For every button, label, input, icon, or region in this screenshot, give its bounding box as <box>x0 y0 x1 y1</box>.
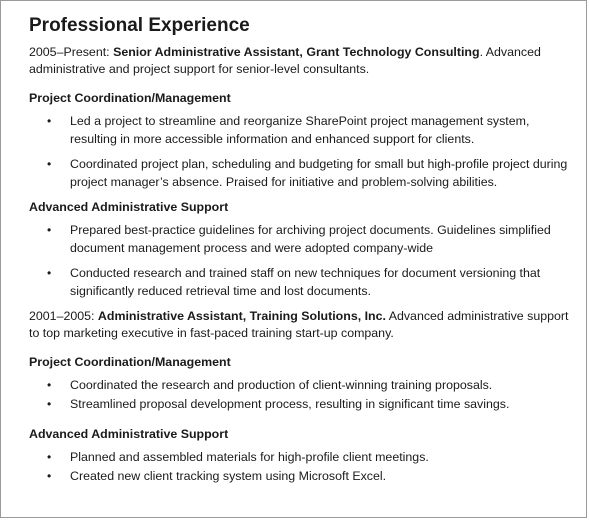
section-heading: Project Coordination/Management <box>29 355 231 369</box>
list-item <box>29 222 570 257</box>
list-item <box>29 449 570 467</box>
job-description: Advanced administrative support to top marketing executive in fast-paced training start-up company. <box>29 309 569 340</box>
list-item <box>29 156 570 191</box>
resume-content <box>29 15 570 486</box>
bullet-list <box>29 377 570 413</box>
job-entry-2 <box>29 308 570 342</box>
list-item-text: Planned and assembled materials for high-profile client meetings. <box>70 450 429 464</box>
list-item <box>29 377 570 395</box>
bullet-icon: • <box>47 157 52 171</box>
job-description: . Advanced administrative and project support for senior-level consultants. <box>29 45 541 76</box>
list-item <box>29 396 570 414</box>
list-item-text: Streamlined proposal development process, resulting in significant time savings. <box>70 396 510 411</box>
section-heading: Advanced Administrative Support <box>29 427 229 441</box>
list-item-text: Prepared best-practice guidelines for archiving project documents. Guidelines simplified document management process and were adopted company-wide <box>70 223 551 255</box>
list-item-text: Conducted research and trained staff on new techniques for document versioning that significantly reduced retrieval time and lost documents. <box>70 266 541 298</box>
section-title: Professional Experience <box>29 15 250 36</box>
bullet-icon: • <box>47 378 52 392</box>
bullet-list <box>29 113 570 191</box>
bullet-icon: • <box>47 223 52 237</box>
job-dates: 2005–Present: <box>29 45 110 59</box>
bullet-icon: • <box>47 450 52 464</box>
list-item-text: Coordinated the research and production of client-winning training proposals. <box>70 378 493 392</box>
list-item-text: Led a project to streamline and reorganize SharePoint project management system, resulting in more accessible information and enhanced support for clients. <box>70 114 530 146</box>
list-item-text: Coordinated project plan, scheduling and budgeting for small but high-profile project during project manager’s absence. Praised for initiative and problem-solving abilities. <box>70 157 568 189</box>
bullet-icon: • <box>47 114 52 128</box>
job-entry-1 <box>29 44 570 78</box>
bullet-icon: • <box>47 266 52 280</box>
job-dates: 2001–2005: <box>29 309 95 323</box>
list-item-text: Created new client tracking system using Microsoft Excel. <box>70 468 387 483</box>
list-item <box>29 265 570 300</box>
section-heading: Project Coordination/Management <box>29 91 231 105</box>
bullet-list <box>29 222 570 300</box>
list-item <box>29 468 570 486</box>
bullet-icon: • <box>47 396 52 411</box>
bullet-icon: • <box>47 468 52 483</box>
bullet-list <box>29 449 570 485</box>
section-heading: Advanced Administrative Support <box>29 200 229 214</box>
job-role: Senior Administrative Assistant, Grant Technology Consulting <box>113 45 480 59</box>
list-item <box>29 113 570 148</box>
job-role: Administrative Assistant, Training Solutions, Inc. <box>97 309 386 323</box>
